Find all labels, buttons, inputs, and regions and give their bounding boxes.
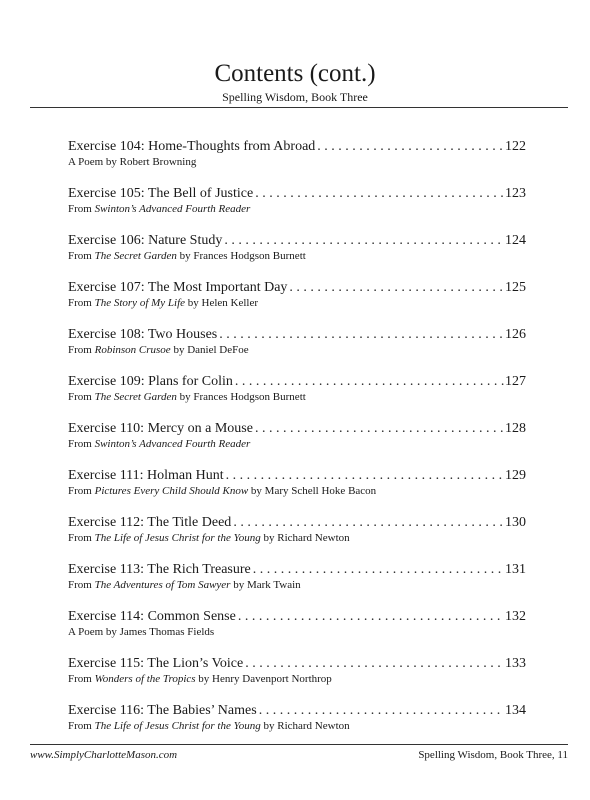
toc-entry-page-number: 123 [505, 186, 526, 201]
toc-entry [68, 326, 526, 373]
toc-entry-heading [68, 373, 526, 390]
source-prefix: From [68, 720, 95, 732]
source-work-title: The Life of Jesus Christ for the Young [94, 720, 261, 732]
source-prefix: From [68, 344, 95, 356]
toc-entry-source [68, 484, 526, 499]
toc-entry-page-number: 126 [505, 327, 526, 342]
toc-entry-page-number: 131 [505, 562, 526, 577]
toc-entry-title: Exercise 107: The Most Important Day [68, 280, 288, 295]
dot-leader [289, 279, 504, 296]
source-work-title: Swinton’s Advanced Fourth Reader [94, 438, 251, 450]
toc-entry [68, 702, 526, 749]
toc-entry-title: Exercise 114: Common Sense [68, 609, 236, 624]
dot-leader [253, 561, 504, 578]
toc-entry-title: Exercise 112: The Title Deed [68, 515, 232, 530]
source-prefix: From [68, 250, 95, 262]
header-divider [30, 107, 568, 108]
toc-entry-page-number: 129 [505, 468, 526, 483]
toc-entry [68, 561, 526, 608]
toc-entry [68, 420, 526, 467]
source-work-title: Wonders of the Tropics [94, 673, 196, 685]
toc-entry-source [68, 202, 526, 217]
toc-entry-title: Exercise 113: The Rich Treasure [68, 562, 251, 577]
toc-entry-source [68, 437, 526, 452]
source-author: by Daniel DeFoe [170, 344, 249, 356]
page-subtitle: Spelling Wisdom, Book Three [222, 90, 368, 104]
toc-entry-page-number: 124 [505, 233, 526, 248]
dot-leader [238, 608, 504, 625]
toc-entry-page-number: 133 [505, 656, 526, 671]
toc-entry-page-number: 122 [505, 139, 526, 154]
source-prefix: From [68, 297, 95, 309]
toc-entry-heading [68, 608, 526, 625]
source-prefix: From [68, 485, 95, 497]
dot-leader [233, 514, 504, 531]
source-author: by Richard Newton [260, 532, 350, 544]
source-author: by Mark Twain [230, 579, 301, 591]
toc-entry-source [68, 578, 526, 593]
dot-leader [259, 702, 504, 719]
toc-entry [68, 232, 526, 279]
source-prefix: From [68, 438, 95, 450]
toc-entry-heading [68, 279, 526, 296]
dot-leader [255, 185, 504, 202]
dot-leader [226, 467, 504, 484]
source-author: by Henry Davenport Northrop [195, 673, 332, 685]
toc-entry [68, 279, 526, 326]
toc-entry-page-number: 125 [505, 280, 526, 295]
toc-entry-heading [68, 185, 526, 202]
source-author: by Richard Newton [260, 720, 350, 732]
source-work-title: The Life of Jesus Christ for the Young [94, 532, 261, 544]
toc-entry-page-number: 132 [505, 609, 526, 624]
toc-entry-page-number: 130 [505, 515, 526, 530]
toc-entry-page-number: 128 [505, 421, 526, 436]
toc-entry-heading [68, 232, 526, 249]
page-footer [30, 748, 568, 762]
toc-entry-heading [68, 561, 526, 578]
toc-entry-title: Exercise 106: Nature Study [68, 233, 223, 248]
toc-entry-heading [68, 702, 526, 719]
source-author: by Mary Schell Hoke Bacon [248, 485, 377, 497]
dot-leader [317, 138, 504, 155]
source-work-title: The Secret Garden [94, 391, 177, 403]
toc-entry-page-number: 127 [505, 374, 526, 389]
source-prefix: From [68, 579, 95, 591]
toc-entry-heading [68, 514, 526, 531]
toc-entry-title: Exercise 109: Plans for Colin [68, 374, 233, 389]
toc-entry-title: Exercise 111: Holman Hunt [68, 468, 224, 483]
toc-entry-title: Exercise 108: Two Houses [68, 327, 218, 342]
source-prefix: A Poem by Robert Browning [68, 156, 197, 168]
toc-entry [68, 138, 526, 185]
toc-entry [68, 185, 526, 232]
dot-leader [245, 655, 504, 672]
source-prefix: From [68, 673, 95, 685]
page-header [0, 60, 590, 104]
toc-entry [68, 373, 526, 420]
toc-entry-title: Exercise 104: Home-Thoughts from Abroad [68, 139, 316, 154]
source-author: by Frances Hodgson Burnett [176, 391, 306, 403]
toc-entry-heading [68, 326, 526, 343]
toc-entry [68, 608, 526, 655]
dot-leader [235, 373, 504, 390]
toc-entry-source [68, 390, 526, 405]
toc-entry-title: Exercise 115: The Lion’s Voice [68, 656, 244, 671]
dot-leader [219, 326, 504, 343]
footer-divider [30, 744, 568, 745]
toc-entry-source [68, 531, 526, 546]
source-work-title: The Adventures of Tom Sawyer [94, 579, 231, 591]
source-prefix: From [68, 203, 95, 215]
toc-entry-title: Exercise 105: The Bell of Justice [68, 186, 254, 201]
source-work-title: Swinton’s Advanced Fourth Reader [94, 203, 251, 215]
toc-entry-source [68, 625, 526, 640]
source-prefix: From [68, 391, 95, 403]
toc-entry-source [68, 719, 526, 734]
toc-entry-heading [68, 467, 526, 484]
toc-entry-heading [68, 420, 526, 437]
table-of-contents [68, 138, 526, 749]
toc-entry-page-number: 134 [505, 703, 526, 718]
toc-entry-title: Exercise 110: Mercy on a Mouse [68, 421, 253, 436]
toc-entry-source [68, 155, 526, 170]
source-work-title: Pictures Every Child Should Know [94, 485, 249, 497]
toc-entry-source [68, 343, 526, 358]
source-work-title: The Story of My Life [94, 297, 186, 309]
source-prefix: A Poem by James Thomas Fields [68, 626, 215, 638]
footer-url: www.SimplyCharlotteMason.com [30, 749, 178, 761]
source-work-title: Robinson Crusoe [94, 344, 171, 356]
toc-entry-source [68, 296, 526, 311]
toc-entry-source [68, 249, 526, 264]
toc-entry [68, 655, 526, 702]
source-work-title: The Secret Garden [94, 250, 177, 262]
page-title: Contents (cont.) [214, 60, 376, 87]
toc-entry [68, 514, 526, 561]
toc-entry-title: Exercise 116: The Babies’ Names [68, 703, 257, 718]
dot-leader [224, 232, 504, 249]
toc-entry-heading [68, 655, 526, 672]
toc-entry [68, 467, 526, 514]
toc-entry-source [68, 672, 526, 687]
footer-page-label: Spelling Wisdom, Book Three, 11 [418, 749, 568, 761]
toc-entry-heading [68, 138, 526, 155]
source-author: by Frances Hodgson Burnett [176, 250, 306, 262]
source-author: by Helen Keller [185, 297, 259, 309]
dot-leader [255, 420, 504, 437]
source-prefix: From [68, 532, 95, 544]
